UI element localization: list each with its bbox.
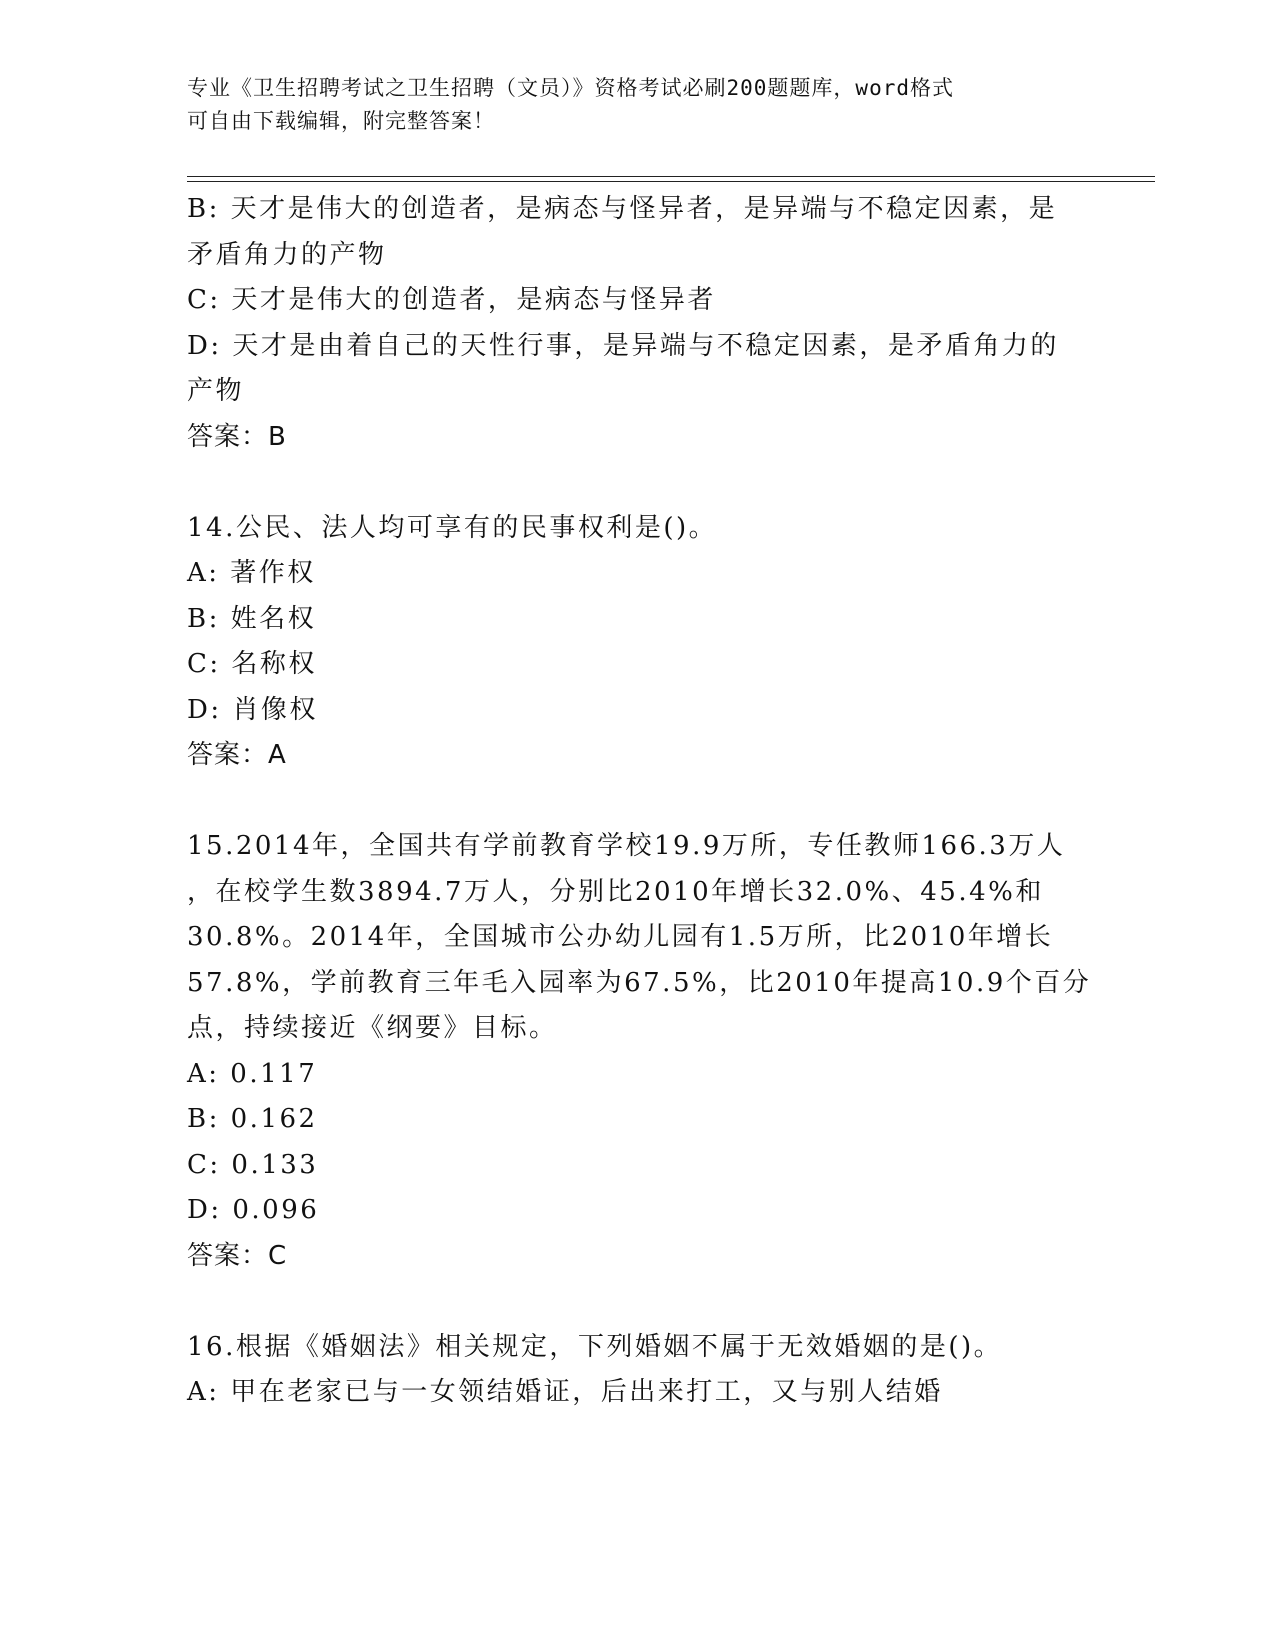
option-a: A: 0.117 xyxy=(187,1058,318,1089)
option-b-line-2: 矛盾角力的产物 xyxy=(187,239,387,270)
question-15-line-1: 15.2014年，全国共有学前教育学校19.9万所，专任教师166.3万人 xyxy=(187,831,1066,861)
option-c: C: 名称权 xyxy=(187,649,317,679)
option-b: B: 姓名权 xyxy=(187,603,317,634)
header-line-2: 可自由下载编辑，附完整答案！ xyxy=(187,109,495,133)
question-16 xyxy=(187,1325,1087,1416)
header-line-1: 专业《卫生招聘考试之卫生招聘（文员）》资格考试必刷200题题库，word格式 xyxy=(187,76,954,100)
option-d-line-1: D: 天才是由着自己的天性行事，是异端与不稳定因素，是矛盾角力的 xyxy=(187,330,1059,361)
answer-13: 答案：B xyxy=(187,421,287,452)
question-15-line-4: 57.8%，学前教育三年毛入园率为67.5%，比2010年提高10.9个百分 xyxy=(187,967,1092,998)
option-d-line-2: 产物 xyxy=(187,376,245,406)
spacer xyxy=(187,779,1087,825)
document-header xyxy=(187,72,1067,138)
question-15-line-5: 点，持续接近《纲要》目标。 xyxy=(187,1013,558,1043)
option-c: C: 0.133 xyxy=(187,1149,319,1180)
question-14-text: 14.公民、法人均可享有的民事权利是()。 xyxy=(187,512,718,543)
answer-15: 答案：C xyxy=(187,1240,288,1271)
question-13-tail xyxy=(187,187,1087,460)
option-a: A: 著作权 xyxy=(187,558,316,588)
spacer xyxy=(187,1279,1087,1325)
question-16-text: 16.根据《婚姻法》相关规定，下列婚姻不属于无效婚姻的是()。 xyxy=(187,1331,1003,1362)
option-c: C: 天才是伟大的创造者，是病态与怪异者 xyxy=(187,285,716,315)
option-d: D: 0.096 xyxy=(187,1195,320,1225)
header-rule-bottom xyxy=(187,181,1155,182)
question-15 xyxy=(187,824,1092,1279)
spacer xyxy=(187,460,1087,506)
option-b: B: 0.162 xyxy=(187,1104,318,1134)
option-d: D: 肖像权 xyxy=(187,694,318,725)
answer-14: 答案：A xyxy=(187,740,287,770)
question-15-line-3: 30.8%。2014年，全国城市公办幼儿园有1.5万所，比2010年增长 xyxy=(187,922,1054,952)
header-rule-top xyxy=(187,176,1155,177)
question-15-line-2: ，在校学生数3894.7万人，分别比2010年增长32.0%、45.4%和 xyxy=(187,876,1044,907)
option-b-line-1: B: 天才是伟大的创造者，是病态与怪异者，是异端与不稳定因素，是 xyxy=(187,194,1058,224)
option-a: A: 甲在老家已与一女领结婚证，后出来打工，又与别人结婚 xyxy=(187,1377,943,1407)
document-body xyxy=(187,187,1092,1416)
question-14 xyxy=(187,506,1087,779)
